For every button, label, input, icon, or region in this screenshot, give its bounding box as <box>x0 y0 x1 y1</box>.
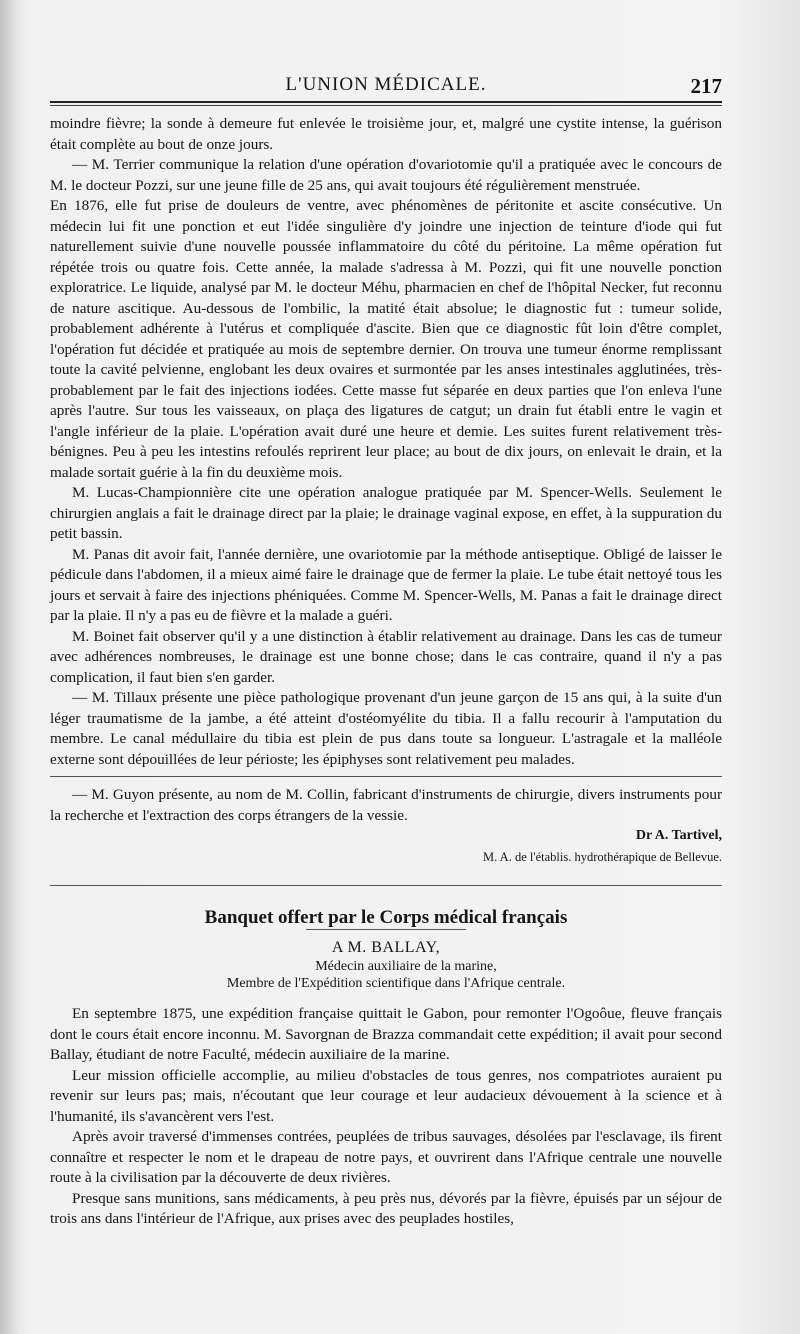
role-line: Membre de l'Expédition scientifique dans l'Afrique centrale. <box>226 976 566 991</box>
paragraph: — M. Tillaux présente une pièce pathologique provenant d'un jeune garçon de 15 ans qui, à la suite d'un léger traumatisme de la jambe, a été atteint d'ostéomyélite du tibia. Il a fallu recourir à l'amputation du membre. Le canal médullaire du tibia est plein de pus dans toute sa longueur. L'astragale et la malléole externe sont dépouillées de leur périoste; les épiphyses sont relativement peu malades. <box>50 689 722 768</box>
paragraph: M. Boinet fait observer qu'il y a une distinction à établir relativement au drainage. Dans les cas de tumeur avec adhérences nombreuses, le drainage est une bonne chose; dans le cas contraire, quand il n'y a pas complication, il faut bien s'en garder. <box>50 627 722 686</box>
paragraph: M. Lucas-Championnière cite une opération analogue pratiquée par M. Spencer-Wells. Seulement le chirurgien anglais a fait le drainage direct par la plaie; le drainage vaginal expose, en effet, à la suppuration du petit bassin. <box>50 484 722 542</box>
paragraph: — M. Terrier communique la relation d'une opération d'ovariotomie qu'il a pratiquée avec le concours de M. le docteur Pozzi, sur une jeune fille de 25 ans, qui avait toujours été régulièrement menstruée. <box>50 156 722 194</box>
running-title: L'UNION MÉDICALE. <box>285 74 487 95</box>
paragraph: — M. Guyon présente, au nom de M. Collin, fabricant d'instruments de chirurgie, divers instruments pour la recherche et l'extraction des corps étrangers de la vessie. <box>50 786 722 824</box>
section-rule <box>50 885 722 886</box>
paragraph: En septembre 1875, une expédition française quittait le Gabon, pour remonter l'Ogoôue, fleuve français dont le cours était encore inconnu. M. Savorgnan de Brazza commandait cette expédition; il avait pour second Ballay, étudiant de notre Faculté, médecin auxiliaire de la marine. <box>50 1005 722 1063</box>
paragraph: Leur mission officielle accomplie, au milieu d'obstacles de tous genres, nos compatriotes auraient pu revenir sur leurs pas; mais, n'écoutant que leur courage et leur audacieux dévouement à la science et à l'humanité, ils s'avancèrent vers l'est. <box>50 1066 722 1125</box>
signature-title: M. A. de l'établis. hydrothérapique de Bellevue. <box>483 849 722 864</box>
text-column <box>50 114 722 1230</box>
paragraph: M. Panas dit avoir fait, l'année dernière, une ovariotomie par la méthode antiseptique. Obligé de laisser le pédicule dans l'abdomen, il a mieux aimé faire le drainage que de fermer la plaie. Le tube était nettoyé tous les jours et servait à faire des injections phéniquées. Comme M. Spencer-Wells, M. Panas a fait le drainage direct par la plaie. Il n'y a pas eu de fièvre et la malade a guéri. <box>50 545 722 624</box>
spacer <box>50 992 722 1004</box>
header-rule <box>50 101 722 106</box>
role-line: Médecin auxiliaire de la marine, <box>315 959 497 974</box>
title-underline <box>306 929 466 930</box>
paragraph: moindre fièvre; la sonde à demeure fut enlevée le troisième jour, et, malgré une cystite intense, la guérison était complète au bout de onze jours. <box>50 115 722 153</box>
running-head <box>50 70 722 100</box>
separator-rule <box>50 776 722 777</box>
paragraph: En 1876, elle fut prise de douleurs de ventre, avec phénomènes de péritonite et ascite consécutive. Un médecin lui fit une ponction et eut l'idée singulière d'y joindre une injection de teinture d'iode qui fut naturellement suivie d'une nouvelle poussée inflammatoire du côté du péritoine. La même opération fut répétée trois ou quatre fois. Cette année, la malade s'adressa à M. Pozzi, qui fit une nouvelle ponction exploratrice. Le liquide, analysé par M. le docteur Méhu, pharmacien en chef de l'hôpital Necker, fut reconnu de nature ascitique. Au-dessous de l'ombilic, la matité était absolue; le diagnostic fut : tumeur solide, probablement adhérente à l'utérus et compliquée d'ascite. Bien que ce diagnostic fût loin d'être complet, l'opération fut décidée et pratiquée au mois de septembre dernier. On trouva une tumeur énorme remplissant toute la cavité pelvienne, englobant les deux ovaires et surmontée par les anses intestinales agglutinées, très-probablement par le fait des injections iodées. Cette masse fut séparée en deux parties que l'on enleva l'une après l'autre. Sur tous les vaisseaux, on plaça des ligatures de catgut; un drain fut établi entre le vagin et l'angle inférieur de la plaie. L'opération avait duré une heure et demie. Les suites furent relativement très-bénignes. Peu à peu les intestins refoulés reprirent leur place; au bout de dix jours, on enlevait le drain, et la malade sortait guérie à la fin du deuxième mois. <box>50 197 722 481</box>
paragraph: Après avoir traversé d'immenses contrées, peuplées de tribus sauvages, désolées par l'esclavage, ils firent connaître et respecter le nom et le drapeau de notre pays, et ouvrirent dans l'Afrique centrale une nouvelle route à la civilisation par la découverte de deux rivières. <box>50 1128 722 1186</box>
page-fold-shadow <box>0 0 18 1334</box>
dedication: A M. BALLAY, <box>331 938 441 956</box>
section-title: Banquet offert par le Corps médical français <box>204 907 568 928</box>
page-number: 217 <box>690 74 722 98</box>
paragraph: Presque sans munitions, sans médicaments, à peu près nus, dévorés par la fièvre, épuisés par un séjour de trois ans dans l'intérieur de l'Afrique, aux prises avec des peuplades hostiles, <box>50 1189 722 1227</box>
signature-name: Dr A. Tartivel, <box>635 828 722 843</box>
